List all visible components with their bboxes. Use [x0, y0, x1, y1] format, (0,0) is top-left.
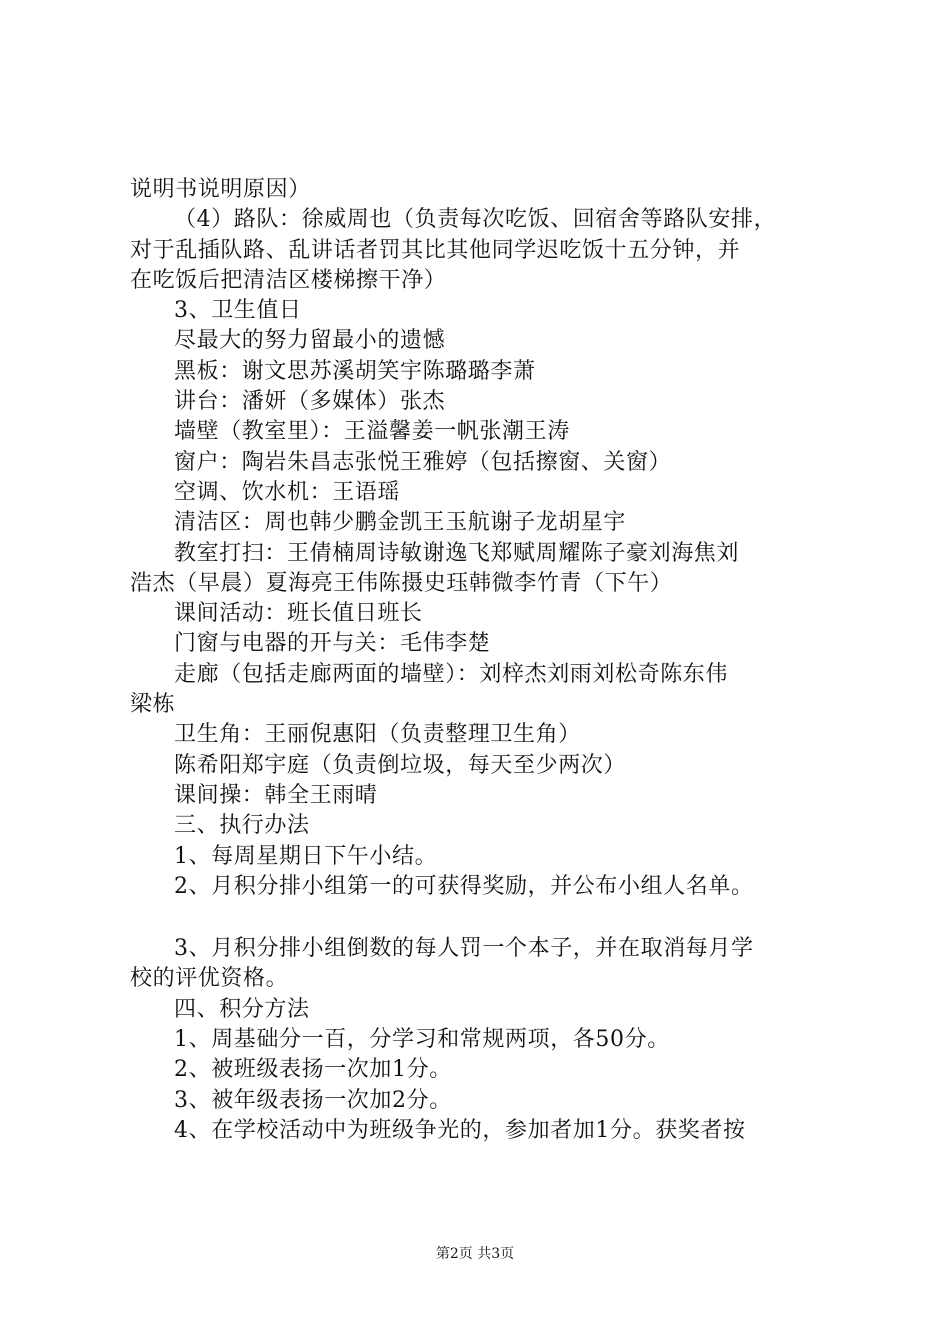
- text-line: 梁栋: [130, 692, 176, 718]
- text-line: 对于乱插队路、乱讲话者罚其比其他同学迟吃饭十五分钟，并: [130, 237, 741, 263]
- text-line: 卫生角：王丽倪惠阳（负责整理卫生角）: [174, 722, 581, 748]
- text-line: 陈希阳郑宇庭（负责倒垃圾，每天至少两次）: [174, 752, 627, 778]
- text-line: 在吃饭后把清洁区楼梯擦干净）: [130, 267, 447, 293]
- text-line: 讲台：潘妍（多媒体）张杰: [174, 389, 446, 415]
- text-line: 门窗与电器的开与关：毛伟李楚: [174, 631, 491, 657]
- text-line: 1、每周星期日下午小结。: [174, 843, 438, 869]
- text-line: 四、积分方法: [174, 996, 310, 1022]
- text-line: 浩杰（早晨）夏海亮王伟陈摄史珏韩微李竹青（下午）: [130, 570, 673, 596]
- text-line: 1、周基础分一百，分学习和常规两项，各50分。: [174, 1027, 670, 1053]
- text-line: （4）路队：徐威周也（负责每次吃饭、回宿舍等路队安排，: [174, 207, 777, 233]
- text-line: 黑板：谢文思苏溪胡笑宇陈璐璐李萧: [174, 358, 536, 384]
- text-line: 窗户：陶岩朱昌志张悦王雅婷（包括擦窗、关窗）: [174, 449, 672, 475]
- text-line: 教室打扫：王倩楠周诗敏谢逸飞郑赋周耀陈子豪刘海焦刘: [174, 540, 740, 566]
- text-line: 3、月积分排小组倒数的每人罚一个本子，并在取消每月学: [174, 936, 754, 962]
- text-line: 3、被年级表扬一次加2分。: [174, 1087, 452, 1113]
- text-line: 走廊（包括走廊两面的墙壁）：刘梓杰刘雨刘松奇陈东伟: [174, 661, 729, 687]
- text-line: 清洁区：周也韩少鹏金凯王玉航谢子龙胡星宇: [174, 510, 627, 536]
- text-line: 校的评优资格。: [130, 966, 289, 992]
- text-line: 3、卫生值日: [174, 298, 302, 324]
- text-line: 墙壁（教室里）：王溢馨姜一帆张潮王涛: [174, 419, 570, 445]
- blank-line: [130, 902, 830, 934]
- text-line: 三、执行办法: [174, 813, 310, 839]
- text-line: 尽最大的努力留最小的遗憾: [174, 328, 446, 354]
- text-line: 2、月积分排小组第一的可获得奖励，并公布小组人名单。: [174, 873, 754, 899]
- text-line: 说明书说明原因）: [130, 177, 311, 202]
- text-line: 课间活动：班长值日班长: [174, 601, 423, 627]
- text-line: 2、被班级表扬一次加1分。: [174, 1057, 452, 1083]
- text-line: 空调、饮水机：王语瑶: [174, 479, 401, 505]
- text-line: 课间操：韩全王雨晴: [174, 782, 378, 808]
- document-body: [130, 175, 830, 1146]
- page-footer: 第2页 共3页: [435, 1246, 515, 1262]
- text-line: 4、在学校活动中为班级争光的，参加者加1分。获奖者按: [174, 1117, 746, 1143]
